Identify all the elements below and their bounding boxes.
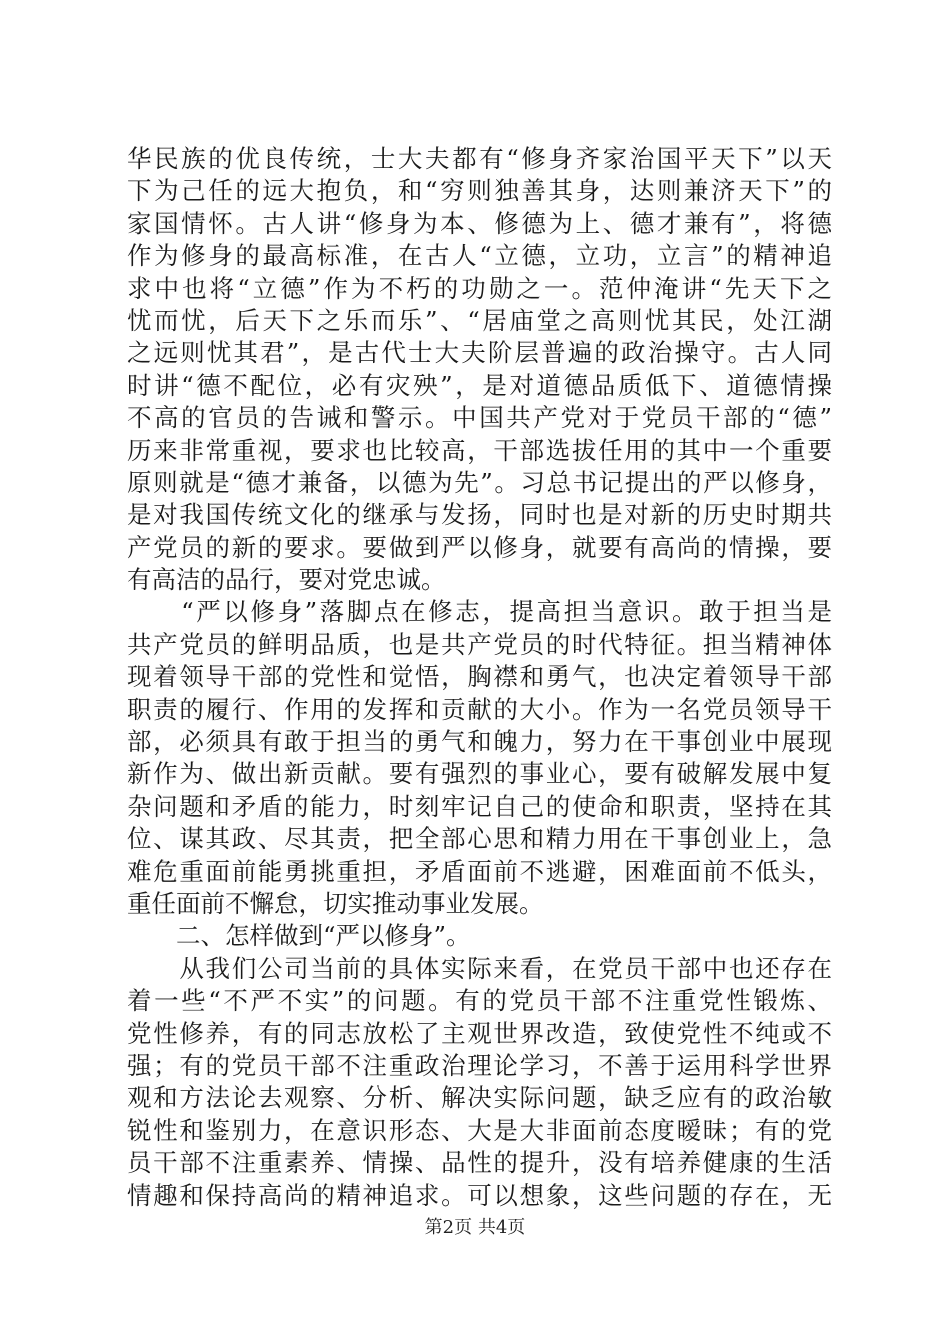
text-line: 强；有的党员干部不注重政治理论学习，不善于运用科学世界 — [127, 1050, 832, 1080]
text-line: 原则就是“德才兼备，以德为先”。习总书记提出的严以修身， — [127, 467, 832, 497]
text-line: 之远则忧其君”，是古代士大夫阶层普遍的政治操守。古人同 — [127, 338, 832, 368]
text-line: 时讲“德不配位，必有灾殃”，是对道德品质低下、道德情操 — [127, 370, 832, 400]
text-line: 观和方法论去观察、分析、解决实际问题，缺乏应有的政治敏 — [127, 1083, 832, 1113]
text-line: 杂问题和矛盾的能力，时刻牢记自己的使命和职责，坚持在其 — [127, 791, 832, 821]
text-line: 家国情怀。古人讲“修身为本、修德为上、德才兼有”，将德 — [127, 208, 832, 238]
text-line: 下为己任的远大抱负，和“穷则独善其身，达则兼济天下”的 — [127, 176, 832, 206]
text-line: 部，必须具有敢于担当的勇气和魄力，努力在干事创业中展现 — [127, 727, 832, 757]
text-line: 新作为、做出新贡献。要有强烈的事业心，要有破解发展中复 — [127, 759, 832, 789]
text-line: 从我们公司当前的具体实际来看，在党员干部中也还存在 — [127, 953, 832, 983]
text-line: 不高的官员的告诫和警示。中国共产党对于党员干部的“德” — [127, 403, 832, 433]
text-line: 着一些“不严不实”的问题。有的党员干部不注重党性锻炼、 — [127, 986, 832, 1016]
text-line: 员干部不注重素养、情操、品性的提升，没有培养健康的生活 — [127, 1148, 832, 1178]
text-line: 有高洁的品行，要对党忠诚。 — [127, 565, 446, 595]
text-line: 位、谋其政、尽其责，把全部心思和精力用在干事创业上，急 — [127, 824, 832, 854]
text-line: 现着领导干部的党性和觉悟，胸襟和勇气，也决定着领导干部 — [127, 662, 832, 692]
text-line: 忧而忧，后天下之乐而乐”、“居庙堂之高则忧其民，处江湖 — [127, 305, 832, 335]
text-line: 难危重面前能勇挑重担，矛盾面前不逃避，困难面前不低头， — [127, 856, 832, 886]
text-line: 产党员的新的要求。要做到严以修身，就要有高尚的情操，要 — [127, 532, 832, 562]
text-line: “严以修身”落脚点在修志，提高担当意识。敢于担当是 — [127, 597, 832, 627]
text-line: 共产党员的鲜明品质，也是共产党员的时代特征。担当精神体 — [127, 629, 832, 659]
text-line: 锐性和鉴别力，在意识形态、大是大非面前态度暧昧；有的党 — [127, 1115, 832, 1145]
text-line: 求中也将“立德”作为不朽的功勋之一。范仲淹讲“先天下之 — [127, 273, 832, 303]
text-line: 二、怎样做到“严以修身”。 — [127, 921, 471, 951]
text-line: 历来非常重视，要求也比较高，干部选拔任用的其中一个重要 — [127, 435, 832, 465]
text-line: 党性修养，有的同志放松了主观世界改造，致使党性不纯或不 — [127, 1018, 832, 1048]
text-line: 是对我国传统文化的继承与发扬，同时也是对新的历史时期共 — [127, 500, 832, 530]
text-line: 作为修身的最高标准，在古人“立德，立功，立言”的精神追 — [127, 241, 832, 271]
text-line: 重任面前不懈怠，切实推动事业发展。 — [127, 888, 544, 918]
text-line: 情趣和保持高尚的精神追求。可以想象，这些问题的存在，无 — [127, 1180, 832, 1210]
page-footer: 第2页 共4页 — [424, 1217, 526, 1238]
document-body — [127, 143, 832, 1212]
text-line: 职责的履行、作用的发挥和贡献的大小。作为一名党员领导干 — [127, 694, 832, 724]
text-line: 华民族的优良传统，士大夫都有“修身齐家治国平天下”以天 — [127, 144, 832, 173]
